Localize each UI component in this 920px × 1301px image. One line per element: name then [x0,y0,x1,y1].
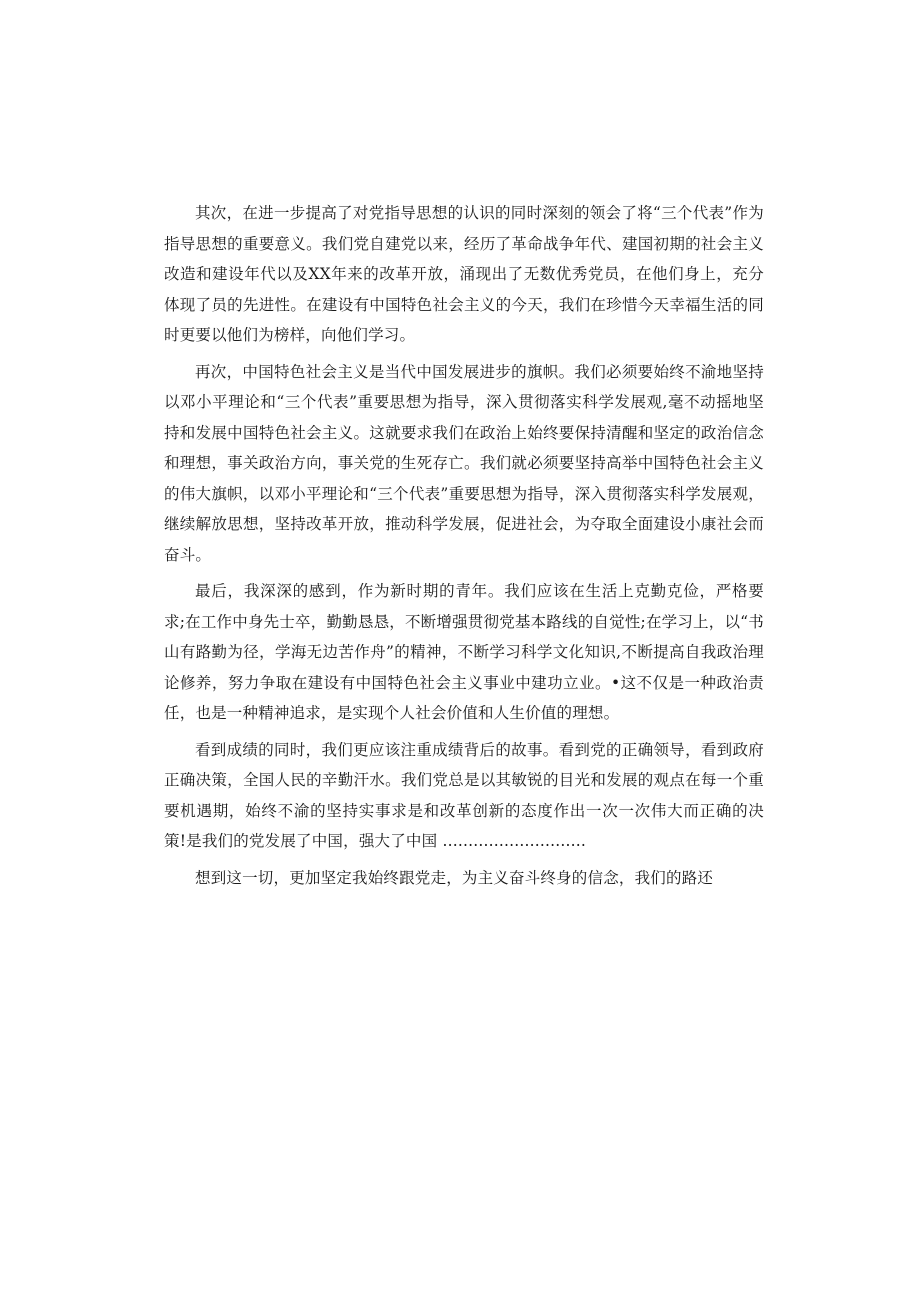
document-body [164,198,764,899]
paragraph-closing: 想到这一切，更加坚定我始终跟党走，为主义奋斗终身的信念，我们的路还 [195,868,714,887]
paragraph-finally: 最后，我深深的感到，作为新时期的青年。我们应该在生活上克勤克俭，严格要求;在工作中身先士卒，勤勤恳恳，不断增强贯彻党基本路线的自觉性;在学习上，以“书山有路勤为径，学海无边苦作舟”的精神，不断学习科学文化知识,不断提高自我政治理论修养，努力争取在建设有中国特色社会主义事业中建功立业。•这不仅是一种政治责任，也是一种精神追求，是实现个人社会价值和人生价值的理想。 [164,582,764,722]
paragraph-achievements: 看到成绩的同时，我们更应该注重成绩背后的故事。看到党的正确领导，看到政府正确决策，全国人民的辛勤汗水。我们党总是以其敏锐的目光和发展的观点在每一个重要机遇期，始终不渝的坚持实事求是和改革创新的态度作出一次一次伟大而正确的决策!是我们的党发展了中国，强大了中国 ............................ [164,740,764,850]
paragraph-second: 其次，在进一步提高了对党指导思想的认识的同时深刻的领会了将“三个代表”作为指导思想的重要意义。我们党自建党以来，经历了革命战争年代、建国初期的社会主义改造和建设年代以及XX年来的改革开放，涌现出了无数优秀党员，在他们身上，充分体现了员的先进性。在建设有中国特色社会主义的今天，我们在珍惜今天幸福生活的同时更要以他们为榜样，向他们学习。 [164,204,764,344]
paragraph-third: 再次，中国特色社会主义是当代中国发展进步的旗帜。我们必须要始终不渝地坚持以邓小平理论和“三个代表”重要思想为指导，深入贯彻落实科学发展观,毫不动摇地坚持和发展中国特色社会主义。这就要求我们在政治上始终要保持清醒和坚定的政治信念和理想，事关政治方向，事关党的生死存亡。我们就必须要坚持高举中国特色社会主义的伟大旗帜，以邓小平理论和“三个代表”重要思想为指导，深入贯彻落实科学发展观，继续解放思想，坚持改革开放，推动科学发展，促进社会，为夺取全面建设小康社会而奋斗。 [164,362,764,564]
